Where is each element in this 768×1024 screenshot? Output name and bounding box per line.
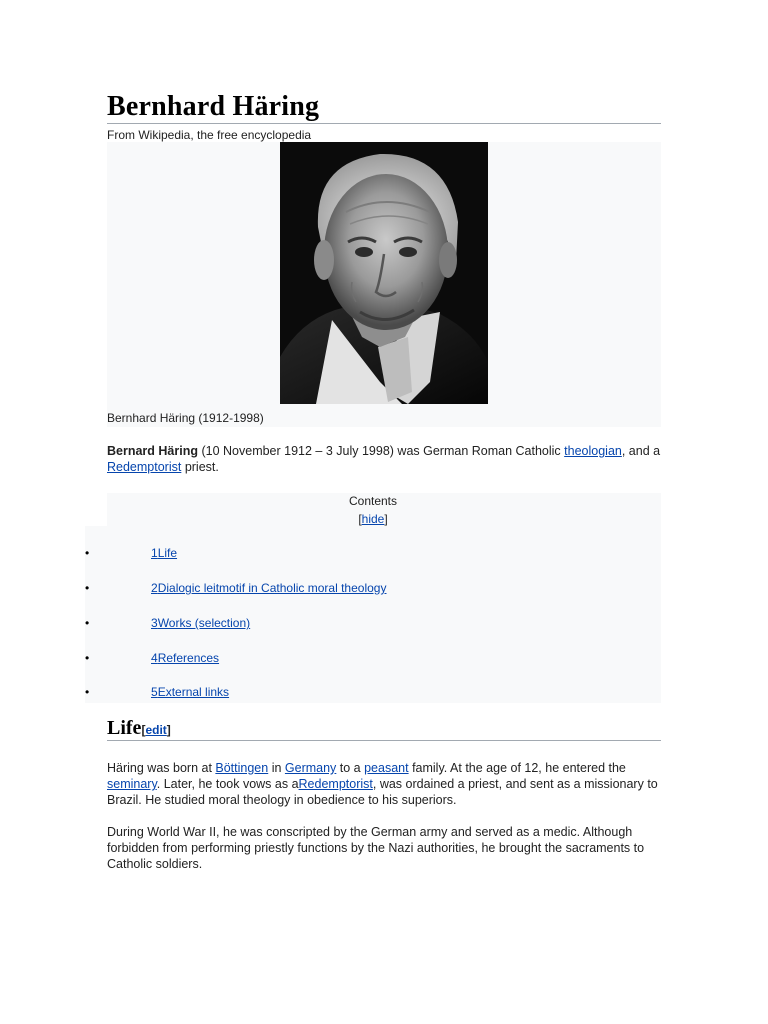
toc-link-dialogic-leitmotif[interactable]: 2Dialogic leitmotif in Catholic moral theology — [151, 581, 387, 595]
toc-hide-bracket: [ — [358, 512, 362, 526]
peasant-link[interactable]: peasant — [364, 761, 409, 775]
paragraph-text: . Later, he took vows as a — [156, 777, 299, 791]
bullet-icon: • — [85, 651, 90, 665]
toc-title: Contents — [348, 494, 398, 508]
paragraph-text: to a — [336, 761, 365, 775]
life-paragraph-2: During World War II, he was conscripted by the German army and served as a medic. Although forbidden from performing priestly functions by the Nazi authorities, he brought the sacraments to Catholic soldiers. — [107, 825, 645, 871]
infobox — [107, 142, 661, 427]
section-edit: [edit] — [141, 723, 171, 737]
lead-subject-name: Bernard Häring — [107, 444, 198, 458]
theologian-link[interactable]: theologian — [564, 444, 622, 458]
section-divider — [107, 740, 661, 741]
redemptorist-link-2[interactable]: Redemptorist — [298, 777, 373, 791]
paragraph-text: Häring was born at — [107, 761, 216, 775]
germany-link[interactable]: Germany — [284, 761, 337, 775]
lead-paragraph — [107, 443, 663, 475]
life-paragraph-1 — [107, 760, 663, 808]
toc-hide-link[interactable]: hide — [361, 512, 385, 526]
bottingen-link[interactable]: Böttingen — [215, 761, 269, 775]
lead-text: priest. — [181, 460, 219, 474]
bullet-icon: • — [85, 546, 90, 560]
redemptorist-link[interactable]: Redemptorist — [107, 460, 182, 474]
section-title: Life — [107, 717, 142, 739]
section-heading-life — [107, 716, 171, 742]
lead-text: (10 November 1912 – 3 July 1998) was German Roman Catholic — [198, 444, 565, 458]
page-tagline: From Wikipedia, the free encyclopedia — [107, 128, 312, 142]
toc-hide-toggle — [85, 511, 661, 527]
paragraph-text: family. At the age of 12, he entered the — [408, 761, 626, 775]
paragraph-text: , was ordained a priest, and sent as a missionary to Brazil. He studied moral theology in obedience to his superiors. — [107, 777, 658, 807]
title-divider — [107, 123, 661, 124]
portrait-caption: Bernhard Häring (1912-1998) — [107, 411, 264, 425]
toc-link-life[interactable]: 1Life — [151, 546, 178, 560]
paragraph-text: in — [268, 761, 285, 775]
toc-notch — [85, 493, 107, 526]
table-of-contents — [85, 493, 661, 703]
toc-hide-bracket: ] — [384, 512, 388, 526]
portrait-photo[interactable] — [280, 142, 488, 404]
page-title: Bernhard Häring — [107, 91, 320, 122]
bullet-icon: • — [85, 581, 90, 595]
portrait-image — [280, 142, 488, 404]
toc-link-external-links[interactable]: 5External links — [151, 685, 230, 699]
toc-link-references[interactable]: 4References — [151, 651, 220, 665]
lead-text: , and a — [621, 444, 661, 458]
edit-section-link[interactable]: edit — [145, 723, 167, 737]
bullet-icon: • — [85, 685, 90, 699]
bullet-icon: • — [85, 616, 90, 630]
toc-link-works[interactable]: 3Works (selection) — [151, 616, 251, 630]
seminary-link[interactable]: seminary — [107, 777, 157, 791]
